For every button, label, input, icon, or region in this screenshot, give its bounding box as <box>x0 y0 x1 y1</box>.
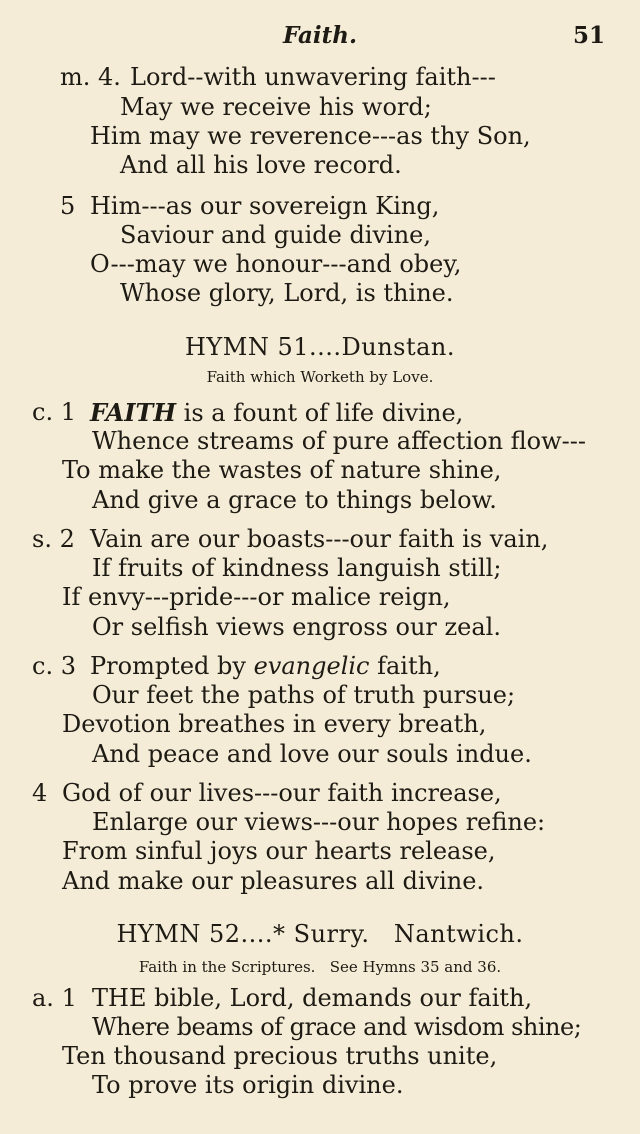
verse-line: And peace and love our souls indue. <box>92 740 532 768</box>
verse-mark: a. 1 <box>32 984 77 1012</box>
hymn-title: HYMN 51....Dunstan. <box>184 333 456 361</box>
hymn-subtitle: Faith in the Scriptures. See Hymns 35 and 36. <box>138 958 502 976</box>
verse-mark: m. 4. <box>60 63 121 91</box>
initial-word: FAITH <box>90 398 177 427</box>
verse-line: Devotion breathes in every breath, <box>62 710 487 738</box>
verse-mark: 5 <box>60 192 76 220</box>
verse-line: And give a grace to things below. <box>92 486 497 514</box>
verse-line: Where beams of grace and wisdom shine; <box>92 1013 582 1041</box>
line-rest: is a fount of life divine, <box>176 399 464 427</box>
verse-line: Or selfish views engross our zeal. <box>92 613 501 641</box>
verse-mark: c. 1 <box>32 398 76 426</box>
verse-line: Him may we reverence---as thy Son, <box>90 122 531 150</box>
verse-line: Lord--with unwavering faith--- <box>130 63 496 91</box>
line-post: faith, <box>369 652 441 680</box>
verse-line <box>90 398 463 427</box>
verse-line: God of our lives---our faith increase, <box>62 779 502 807</box>
verse-line: If envy---pride---or malice reign, <box>62 583 451 611</box>
verse-line: Saviour and guide divine, <box>120 221 432 249</box>
running-title: Faith. <box>282 22 358 49</box>
line-pre: Prompted by <box>90 652 254 680</box>
verse-line <box>90 652 441 680</box>
verse-line: O---may we honour---and obey, <box>90 250 462 278</box>
verse-line: Whose glory, Lord, is thine. <box>120 279 454 307</box>
verse-line: Whence streams of pure affection flow--- <box>92 427 586 455</box>
verse-mark: s. 2 <box>32 525 75 553</box>
hymn-subtitle: Faith which Worketh by Love. <box>206 368 434 386</box>
verse-mark: 4 <box>32 779 48 807</box>
verse-line: And make our pleasures all divine. <box>62 867 485 895</box>
verse-line: Enlarge our views---our hopes refine: <box>92 808 546 836</box>
verse-line: To make the wastes of nature shine, <box>62 456 502 484</box>
hymn-title: HYMN 52....* Surry. Nantwich. <box>116 920 524 948</box>
verse-line: Him---as our sovereign King, <box>90 192 440 220</box>
verse-line: Our feet the paths of truth pursue; <box>92 681 516 709</box>
page-number: 51 <box>573 22 606 49</box>
verse-line: Ten thousand precious truths unite, <box>62 1042 498 1070</box>
verse-line: THE bible, Lord, demands our faith, <box>92 984 533 1012</box>
verse-line: Vain are our boasts---our faith is vain, <box>90 525 549 553</box>
verse-line: To prove its origin divine. <box>92 1071 404 1099</box>
verse-line: From sinful joys our hearts release, <box>62 837 496 865</box>
emphasized-word: evangelic <box>253 652 370 680</box>
verse-line: And all his love record. <box>120 151 402 179</box>
verse-mark: c. 3 <box>32 652 76 680</box>
verse-line: If fruits of kindness languish still; <box>92 554 502 582</box>
verse-line: May we receive his word; <box>120 93 432 121</box>
